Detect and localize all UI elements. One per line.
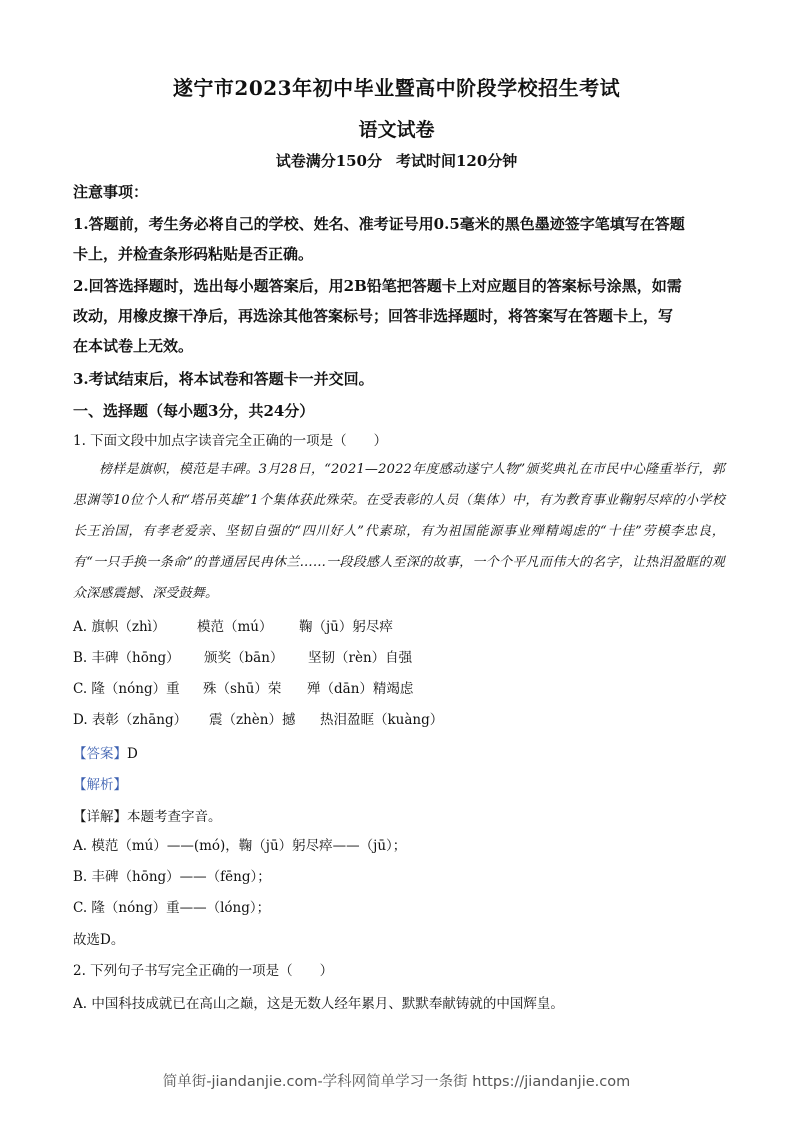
option-a-item-2: 模范（mú） [197,619,273,635]
option-d-item-3: 热泪盈眶（kuàng） [320,712,444,728]
analysis-tag: 【解析】 [73,777,127,793]
q1-option-c [73,680,413,698]
section-1-heading: 一、选择题（每小题3分，共24分） [73,402,315,420]
answer-tag: 【答案】 [73,746,127,762]
option-d-item-1: D. 表彰（zhāng） [73,712,188,728]
exam-time: 考试时间120分钟 [396,152,518,170]
notice-item-2-line-1: 2.回答选择题时，选出每小题答案后，用2B铅笔把答题卡上对应题目的答案标号涂黑，如需 [73,277,682,295]
exam-meta [0,150,793,171]
option-a-item-3: 鞠（jū）躬尽瘁 [299,619,393,635]
conclusion: 故选D。 [73,932,125,948]
exam-subtitle: 语文试卷 [358,119,435,141]
notice-item-2-line-3: 在本试卷上无效。 [73,337,194,355]
notice-item-1-line-2: 卡上，并检查条形码粘贴是否正确。 [73,245,314,263]
q1-answer [73,745,733,763]
q1-option-d [73,711,443,729]
exam-score: 试卷满分150分 [275,152,382,170]
answer-value: D [127,746,138,762]
q1-stem: 1. 下面文段中加点字读音完全正确的一项是（ ） [73,433,388,449]
option-c-item-1: C. 隆（nóng）重 [73,681,180,697]
fix-option-c: C. 隆（nóng）重——（lóng）； [73,900,271,916]
q2-option-a: A. 中国科技成就已在高山之巅，这是无数人经年累月、默默奉献铸就的中国辉皇。 [73,996,564,1012]
option-a-item-1: A. 旗帜（zhì） [73,619,166,635]
exam-title: 遂宁市2023年初中毕业暨高中阶段学校招生考试 [172,76,621,100]
footer-watermark: 简单街-jiandanjie.com-学科网简单学习一条街 https://jiandanjie.com [162,1074,631,1090]
q1-option-b [73,649,412,667]
option-b-item-3: 坚韧（rèn）自强 [308,650,413,666]
option-b-item-1: B. 丰碑（hōng） [73,650,180,666]
notice-item-2-line-2: 改动，用橡皮擦干净后，再选涂其他答案标号；回答非选择题时，将答案写在答题卡上，写 [73,307,674,325]
notice-item-1-line-1: 1.答题前，考生务必将自己的学校、姓名、准考证号用0.5毫米的黑色墨迹签字笔填写在答题 [73,215,685,233]
notice-heading: 注意事项： [73,183,149,201]
detail-intro: 【详解】本题考查字音。 [73,809,222,825]
fix-option-b: B. 丰碑（hōng）——（fēng）； [73,869,271,885]
option-b-item-2: 颁奖（bān） [204,650,284,666]
option-d-item-2: 震（zhèn）撼 [209,712,296,728]
notice-item-3: 3.考试结束后，将本试卷和答题卡一并交回。 [73,370,374,388]
option-c-item-2: 殊（shū）荣 [203,681,282,697]
fix-option-a: A. 模范（mú）——(mó)，鞠（jū）躬尽瘁——（jū）； [73,838,407,854]
option-c-item-3: 殚（dān）精竭虑 [307,681,414,697]
q1-passage: 榜样是旗帜，模范是丰碑。3月28日，“2021—2022年度感动遂宁人物”颁奖典礼在市民中心隆重举行，郭思渊等10位个人和“塔吊英雄”1个集体获此殊荣。在受表彰的人员（集体）中，有为教育事业鞠躬尽瘁的小学校长王治国，有孝老爱亲、坚韧自强的“四川好人”代素琼，有为祖国能源事业殚精竭虑的“十佳”劳模李忠良，有“一只手换一条命”的普通居民冉休兰……一段段感人至深的故事，一个个平凡而伟大的名字，让热泪盈眶的观众深感震撼、深受鼓舞。 [73,462,725,601]
q1-option-a [73,618,393,636]
q2-stem: 2. 下列句子书写完全正确的一项是（ ） [73,963,334,979]
